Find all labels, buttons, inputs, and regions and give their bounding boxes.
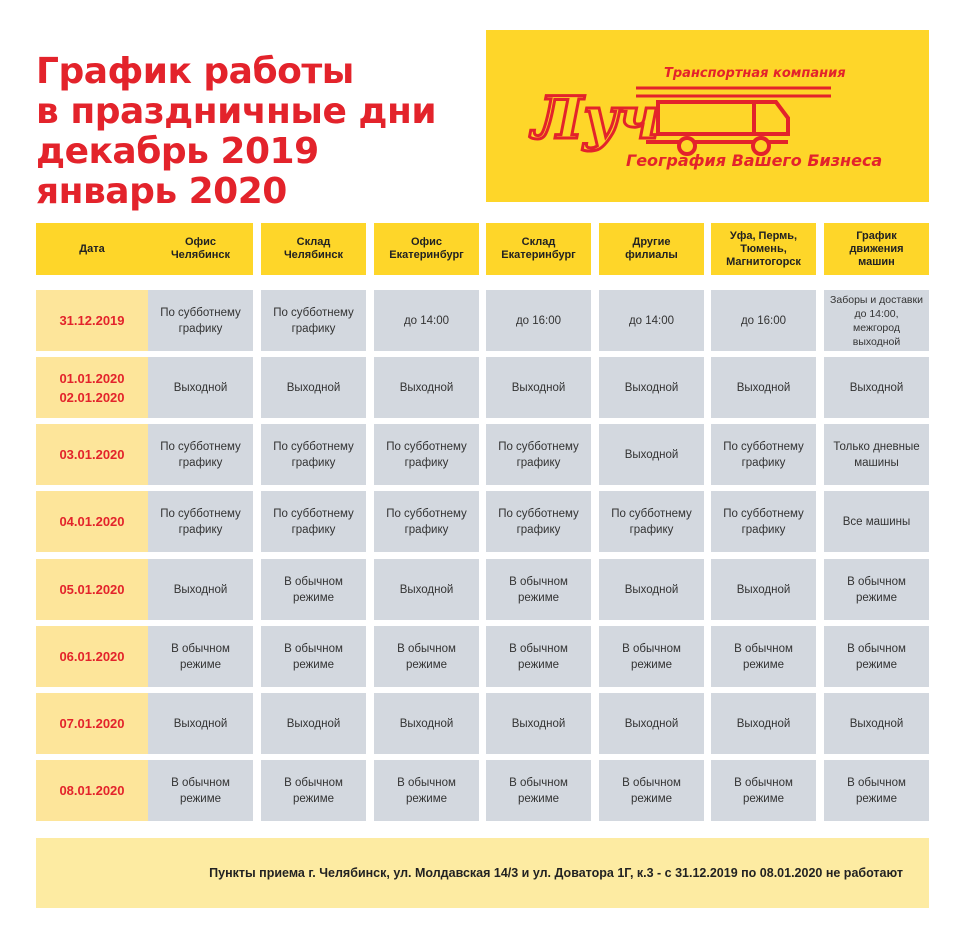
schedule-cell — [261, 491, 366, 552]
schedule-cell — [486, 626, 591, 687]
logo-banner — [486, 30, 929, 202]
date-cell — [36, 626, 148, 687]
schedule-cell — [148, 290, 253, 351]
date-cell — [36, 693, 148, 754]
schedule-cell — [599, 491, 704, 552]
date-cell-text: 06.01.2020 — [59, 649, 125, 664]
date-cell — [36, 424, 148, 485]
schedule-cell — [711, 290, 816, 351]
schedule-cell-text: Выходной — [173, 381, 228, 394]
column-header-text: Офис Челябинск — [170, 236, 231, 261]
schedule-cell-text: Выходной — [624, 381, 679, 394]
schedule-cell — [599, 559, 704, 620]
schedule-cell-text: По субботнему графику — [160, 507, 241, 536]
schedule-cell-text: Выходной — [399, 381, 454, 394]
date-cell-text: 31.12.2019 — [59, 313, 125, 328]
schedule-cell — [824, 357, 929, 418]
logo-company-caption: Транспортная компания — [664, 66, 846, 81]
schedule-cell-text: По субботнему графику — [160, 306, 241, 335]
date-cell-text: 03.01.2020 — [59, 447, 125, 462]
schedule-cell — [374, 693, 479, 754]
schedule-cell-text: В обычном режиме — [734, 776, 793, 805]
schedule-cell-text: По субботнему графику — [723, 507, 804, 536]
schedule-cell — [261, 559, 366, 620]
schedule-cell — [148, 491, 253, 552]
schedule-cell-text: В обычном режиме — [622, 776, 681, 805]
schedule-cell-text: По субботнему графику — [273, 440, 354, 469]
schedule-cell — [711, 424, 816, 485]
date-cell — [36, 491, 148, 552]
schedule-cell-text: Выходной — [736, 381, 791, 394]
schedule-cell-text: В обычном режиме — [397, 642, 456, 671]
schedule-cell-text: Выходной — [511, 381, 566, 394]
schedule-cell — [261, 424, 366, 485]
schedule-cell-text: В обычном режиме — [847, 575, 906, 604]
schedule-cell — [261, 290, 366, 351]
schedule-cell-text: По субботнему графику — [273, 306, 354, 335]
column-header — [261, 223, 366, 275]
schedule-cell — [486, 290, 591, 351]
schedule-cell — [599, 693, 704, 754]
schedule-cell — [261, 693, 366, 754]
column-header-text: Склад Екатеринбург — [501, 236, 576, 261]
schedule-cell — [599, 760, 704, 821]
column-header-text: Дата — [79, 242, 105, 255]
column-header — [374, 223, 479, 275]
schedule-cell-text: По субботнему графику — [160, 440, 241, 469]
page-title — [36, 52, 476, 212]
schedule-cell-text: Выходной — [624, 448, 679, 461]
date-cell-text: 01.01.2020 02.01.2020 — [59, 370, 125, 405]
schedule-cell — [261, 760, 366, 821]
schedule-cell-text: Выходной — [286, 381, 341, 394]
schedule-cell-text: Выходной — [849, 381, 904, 394]
schedule-cell-text: Выходной — [624, 717, 679, 730]
schedule-cell-text: Выходной — [286, 717, 341, 730]
schedule-cell-text: По субботнему графику — [611, 507, 692, 536]
schedule-cell — [374, 290, 479, 351]
schedule-cell-text: до 16:00 — [740, 314, 787, 327]
schedule-cell — [711, 626, 816, 687]
schedule-cell — [599, 290, 704, 351]
schedule-cell — [599, 357, 704, 418]
schedule-cell-text: В обычном режиме — [284, 776, 343, 805]
schedule-cell-text: Только дневные машины — [833, 440, 920, 469]
schedule-cell — [711, 357, 816, 418]
schedule-cell-text: до 14:00 — [628, 314, 675, 327]
schedule-cell — [148, 559, 253, 620]
schedule-cell — [374, 559, 479, 620]
schedule-cell-text: В обычном режиме — [509, 776, 568, 805]
schedule-cell — [148, 626, 253, 687]
schedule-cell-text: По субботнему графику — [386, 440, 467, 469]
schedule-cell — [486, 357, 591, 418]
schedule-cell-text: Выходной — [624, 583, 679, 596]
column-header — [599, 223, 704, 275]
schedule-cell-text: В обычном режиме — [734, 642, 793, 671]
title-line-2: в праздничные дни — [36, 91, 437, 132]
schedule-cell-text: до 16:00 — [515, 314, 562, 327]
schedule-cell — [374, 357, 479, 418]
schedule-cell — [261, 357, 366, 418]
title-line-4: январь 2020 — [36, 171, 287, 212]
schedule-cell — [148, 760, 253, 821]
date-cell — [36, 760, 148, 821]
schedule-cell — [824, 424, 929, 485]
schedule-cell-text: В обычном режиме — [171, 776, 230, 805]
schedule-cell-text: Все машины — [842, 515, 911, 528]
schedule-cell-text: В обычном режиме — [847, 642, 906, 671]
date-cell — [36, 559, 148, 620]
schedule-cell — [711, 559, 816, 620]
schedule-cell-text: Заборы и доставки до 14:00, межгород выходной — [830, 293, 923, 348]
schedule-cell-text: По субботнему графику — [273, 507, 354, 536]
column-header-text: Офис Екатеринбург — [389, 236, 464, 261]
column-header — [486, 223, 591, 275]
column-header — [36, 223, 148, 275]
column-header — [711, 223, 816, 275]
schedule-cell — [486, 760, 591, 821]
schedule-cell — [374, 491, 479, 552]
schedule-cell-text: Выходной — [173, 717, 228, 730]
logo-brand-lettering: Луч — [532, 84, 660, 152]
schedule-cell — [486, 491, 591, 552]
schedule-cell — [374, 626, 479, 687]
schedule-cell — [599, 424, 704, 485]
column-header-text: Склад Челябинск — [283, 236, 344, 261]
truck-logo-icon — [486, 30, 929, 202]
schedule-cell-text: По субботнему графику — [386, 507, 467, 536]
schedule-cell — [261, 626, 366, 687]
schedule-cell — [486, 559, 591, 620]
schedule-cell — [824, 693, 929, 754]
column-header — [148, 223, 253, 275]
column-header-text: Уфа, Пермь, Тюмень, Магнитогорск — [726, 229, 801, 268]
schedule-cell — [824, 491, 929, 552]
schedule-cell — [824, 760, 929, 821]
column-header-text: Другие филиалы — [625, 236, 678, 261]
column-header — [824, 223, 929, 275]
schedule-cell — [148, 424, 253, 485]
schedule-cell — [824, 290, 929, 351]
schedule-cell — [148, 693, 253, 754]
footer-text: Пункты приема г. Челябинск, ул. Молдавская 14/3 и ул. Доватора 1Г, к.3 - с 31.12.2019 по 08.01.2020 не работают — [209, 866, 903, 880]
schedule-cell — [486, 424, 591, 485]
schedule-cell — [711, 693, 816, 754]
schedule-cell — [824, 626, 929, 687]
schedule-cell-text: В обычном режиме — [622, 642, 681, 671]
date-cell-text: 08.01.2020 — [59, 783, 125, 798]
date-cell — [36, 290, 148, 351]
column-header-text: График движения машин — [849, 229, 904, 268]
schedule-cell — [148, 357, 253, 418]
schedule-cell-text: Выходной — [399, 583, 454, 596]
schedule-cell — [374, 424, 479, 485]
schedule-cell-text: Выходной — [849, 717, 904, 730]
date-cell-text: 04.01.2020 — [59, 514, 125, 529]
schedule-cell-text: В обычном режиме — [847, 776, 906, 805]
footer-note — [36, 838, 929, 908]
schedule-cell — [824, 559, 929, 620]
title-line-1: График работы — [36, 51, 354, 92]
schedule-cell — [711, 760, 816, 821]
logo-slogan: География Вашего Бизнеса — [626, 151, 883, 170]
schedule-cell-text: Выходной — [511, 717, 566, 730]
schedule-cell-text: В обычном режиме — [171, 642, 230, 671]
schedule-cell-text: В обычном режиме — [509, 575, 568, 604]
schedule-cell-text: В обычном режиме — [509, 642, 568, 671]
schedule-cell-text: В обычном режиме — [284, 575, 343, 604]
schedule-cell-text: Выходной — [173, 583, 228, 596]
schedule-cell — [599, 626, 704, 687]
date-cell-text: 07.01.2020 — [59, 716, 125, 731]
schedule-cell-text: Выходной — [399, 717, 454, 730]
schedule-cell-text: По субботнему графику — [498, 507, 579, 536]
date-cell — [36, 357, 148, 418]
schedule-cell — [374, 760, 479, 821]
date-cell-text: 05.01.2020 — [59, 582, 125, 597]
schedule-cell-text: В обычном режиме — [397, 776, 456, 805]
schedule-cell-text: до 14:00 — [403, 314, 450, 327]
schedule-cell-text: Выходной — [736, 717, 791, 730]
title-line-3: декабрь 2019 — [36, 131, 319, 172]
schedule-cell-text: По субботнему графику — [498, 440, 579, 469]
schedule-cell — [486, 693, 591, 754]
schedule-cell — [711, 491, 816, 552]
schedule-cell-text: По субботнему графику — [723, 440, 804, 469]
schedule-cell-text: В обычном режиме — [284, 642, 343, 671]
schedule-cell-text: Выходной — [736, 583, 791, 596]
